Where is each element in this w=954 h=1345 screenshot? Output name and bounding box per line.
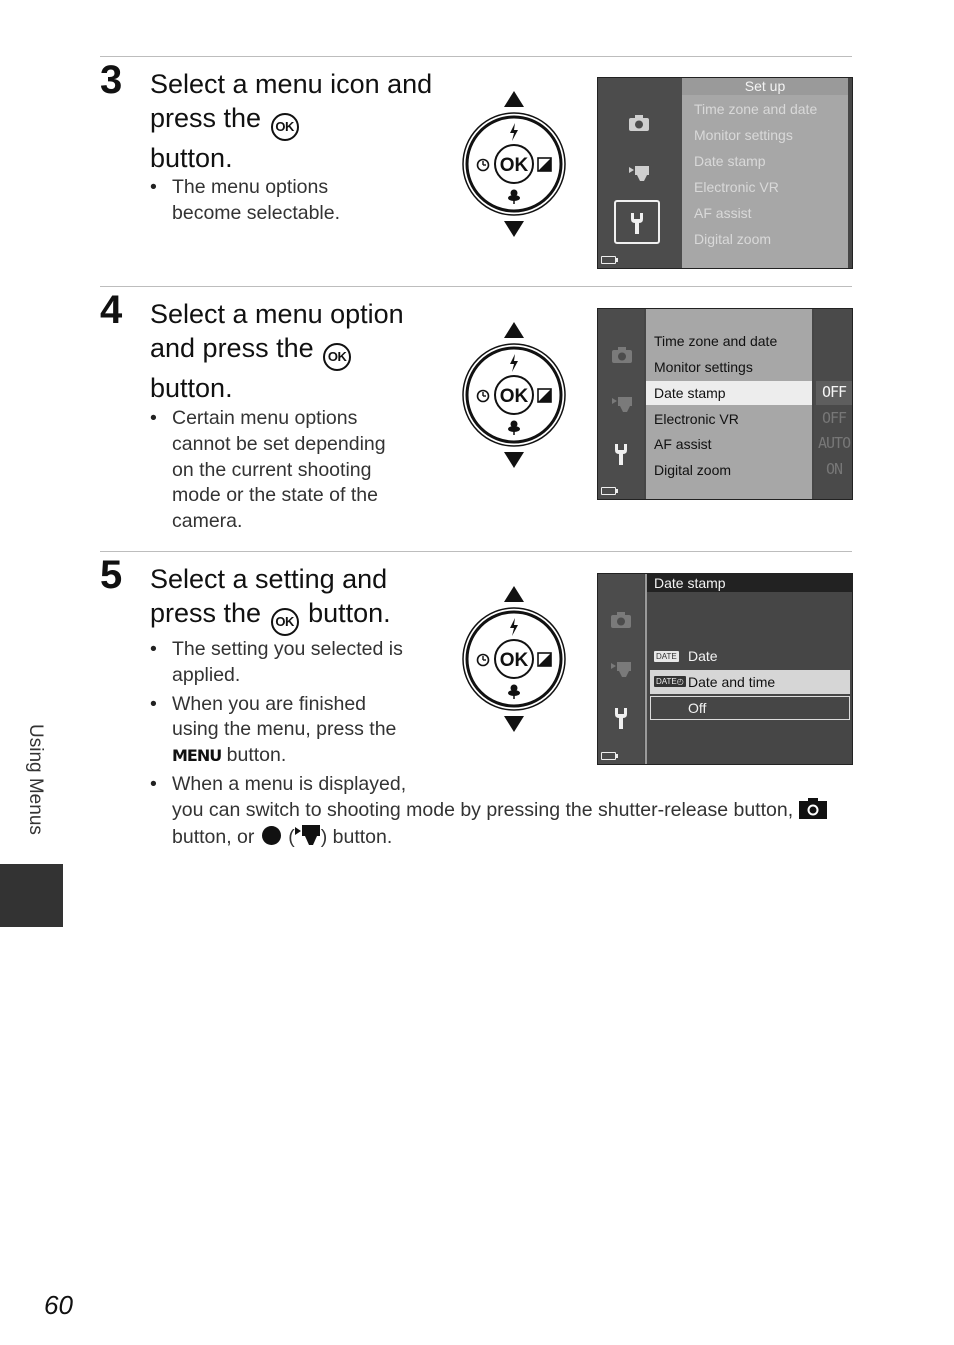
step-3-title-text: Select a menu icon and press the	[150, 69, 433, 133]
setup-menu-panel	[646, 309, 812, 499]
bullet-text: When you are finished using the menu, press the	[172, 692, 397, 741]
camera-screen-setup-menu	[597, 308, 853, 500]
menu-item-date-stamp[interactable]: Date stamp	[694, 153, 766, 169]
menu-item-time-zone[interactable]: Time zone and date	[694, 101, 818, 117]
value-af-assist: AUTO	[818, 434, 851, 452]
badge-text: DATE	[656, 677, 677, 686]
wrench-icon[interactable]	[611, 442, 631, 466]
up-arrow-icon	[504, 586, 524, 602]
bullet-text: The setting you selected is applied.	[172, 638, 403, 686]
ok-button-icon: OK	[271, 608, 299, 636]
multi-selector-dpad	[459, 584, 569, 734]
multi-selector-dpad	[459, 320, 569, 470]
step-3-bullets	[150, 175, 360, 227]
section-tab-label	[24, 724, 44, 854]
movie-icon	[628, 164, 650, 182]
down-arrow-icon	[504, 716, 524, 732]
ok-center-label: OK	[499, 155, 529, 176]
value-digital-zoom: ON	[826, 460, 843, 478]
menu-item-digital-zoom[interactable]: Digital zoom	[694, 231, 772, 247]
bullet-text: button, or	[172, 825, 255, 848]
menu-header: Set up	[682, 78, 848, 95]
option-label: Date and time	[688, 674, 776, 690]
bullet-text: When a menu is displayed,	[172, 772, 407, 795]
battery-icon	[601, 256, 616, 264]
ok-button-icon: OK	[323, 343, 351, 371]
step-3-bullet: • The menu options become selectable.	[150, 175, 360, 227]
bullet-text: (	[288, 825, 295, 848]
ok-center-label: OK	[499, 650, 529, 671]
menu-icon-sidebar	[598, 574, 644, 764]
menu-item-electronic-vr[interactable]: Electronic VR	[654, 411, 739, 427]
bullet-text: ) button.	[320, 825, 393, 848]
step-5-title-text: Select a setting and press the	[150, 564, 388, 628]
step-5-bullet-1	[150, 637, 412, 689]
menu-item-digital-zoom[interactable]: Digital zoom	[654, 462, 732, 478]
ok-button-icon: OK	[271, 113, 299, 141]
step-5-bullet-2	[150, 692, 412, 769]
option-label: Off	[688, 700, 707, 716]
setup-icon-selected[interactable]	[614, 200, 660, 244]
movie-record-button-icon	[262, 826, 281, 845]
ok-center-label: OK	[499, 386, 529, 407]
up-arrow-icon	[504, 322, 524, 338]
menu-icon-sidebar	[598, 309, 644, 499]
section-label-text: Using Menus	[25, 724, 46, 835]
step-4-bullets	[150, 406, 405, 535]
separator-line	[645, 574, 647, 764]
divider-top	[100, 56, 852, 57]
camera-shooting-icon	[799, 798, 827, 819]
up-arrow-icon	[504, 91, 524, 107]
divider-step-4	[100, 286, 852, 287]
movie-icon	[611, 395, 633, 413]
step-3-title-end: button.	[150, 143, 233, 173]
menu-icon-sidebar	[598, 78, 682, 268]
step-4-bullet: • Certain menu options cannot be set depending on the current shooting mode or the state of the camera.	[150, 406, 405, 535]
camera-icon	[610, 611, 632, 629]
menu-item-af-assist[interactable]: AF assist	[654, 436, 712, 452]
menu-item-monitor[interactable]: Monitor settings	[694, 127, 793, 143]
submenu-header: Date stamp	[647, 574, 852, 592]
step-5-title-end: button.	[308, 598, 391, 628]
option-off-selected[interactable]	[650, 696, 850, 720]
values-column	[814, 309, 852, 499]
step-4-title-end: button.	[150, 373, 233, 403]
step-3-title	[150, 67, 450, 175]
camera-screen-setup-icon	[597, 77, 853, 269]
menu-item-time-zone[interactable]: Time zone and date	[654, 333, 778, 349]
step-4-number: 4	[100, 288, 123, 332]
step-4-title-text: Select a menu option and press the	[150, 299, 404, 363]
option-date[interactable]	[650, 645, 850, 669]
wrench-icon[interactable]	[611, 706, 631, 730]
menu-item-date-stamp-selected[interactable]: Date stamp	[654, 385, 726, 401]
bullet-text: you can switch to shooting mode by pressing the shutter-release button,	[172, 798, 794, 821]
step-4-title	[150, 297, 420, 405]
step-3-number: 3	[100, 58, 123, 102]
down-arrow-icon	[504, 221, 524, 237]
step-5-number: 5	[100, 553, 123, 597]
page-number: 60	[44, 1290, 73, 1320]
step-5-bullet-3	[150, 772, 850, 850]
camera-icon	[628, 114, 650, 132]
multi-selector-dpad	[459, 89, 569, 239]
bullet-text: button.	[226, 744, 287, 767]
divider-step-5	[100, 551, 852, 552]
movie-icon	[295, 824, 321, 846]
menu-item-af-assist[interactable]: AF assist	[694, 205, 752, 221]
menu-item-monitor[interactable]: Monitor settings	[654, 359, 753, 375]
option-label: Date	[688, 648, 718, 664]
movie-icon	[610, 660, 632, 678]
battery-icon	[601, 487, 616, 495]
value-date-stamp: OFF	[822, 383, 847, 401]
wrench-icon	[627, 211, 647, 235]
value-electronic-vr: OFF	[822, 409, 847, 427]
date-badge-icon: DATE	[656, 652, 677, 661]
step-5-title	[150, 562, 420, 636]
down-arrow-icon	[504, 452, 524, 468]
date-time-badge-icon: DATE◴	[656, 677, 684, 686]
option-date-and-time[interactable]	[650, 670, 850, 694]
battery-icon	[601, 752, 616, 760]
camera-screen-date-stamp	[597, 573, 853, 765]
camera-icon	[611, 346, 633, 364]
setup-menu-panel	[682, 78, 848, 268]
menu-button-label: MENU	[172, 746, 222, 766]
menu-item-electronic-vr[interactable]: Electronic VR	[694, 179, 779, 195]
section-tab-marker	[0, 864, 63, 927]
